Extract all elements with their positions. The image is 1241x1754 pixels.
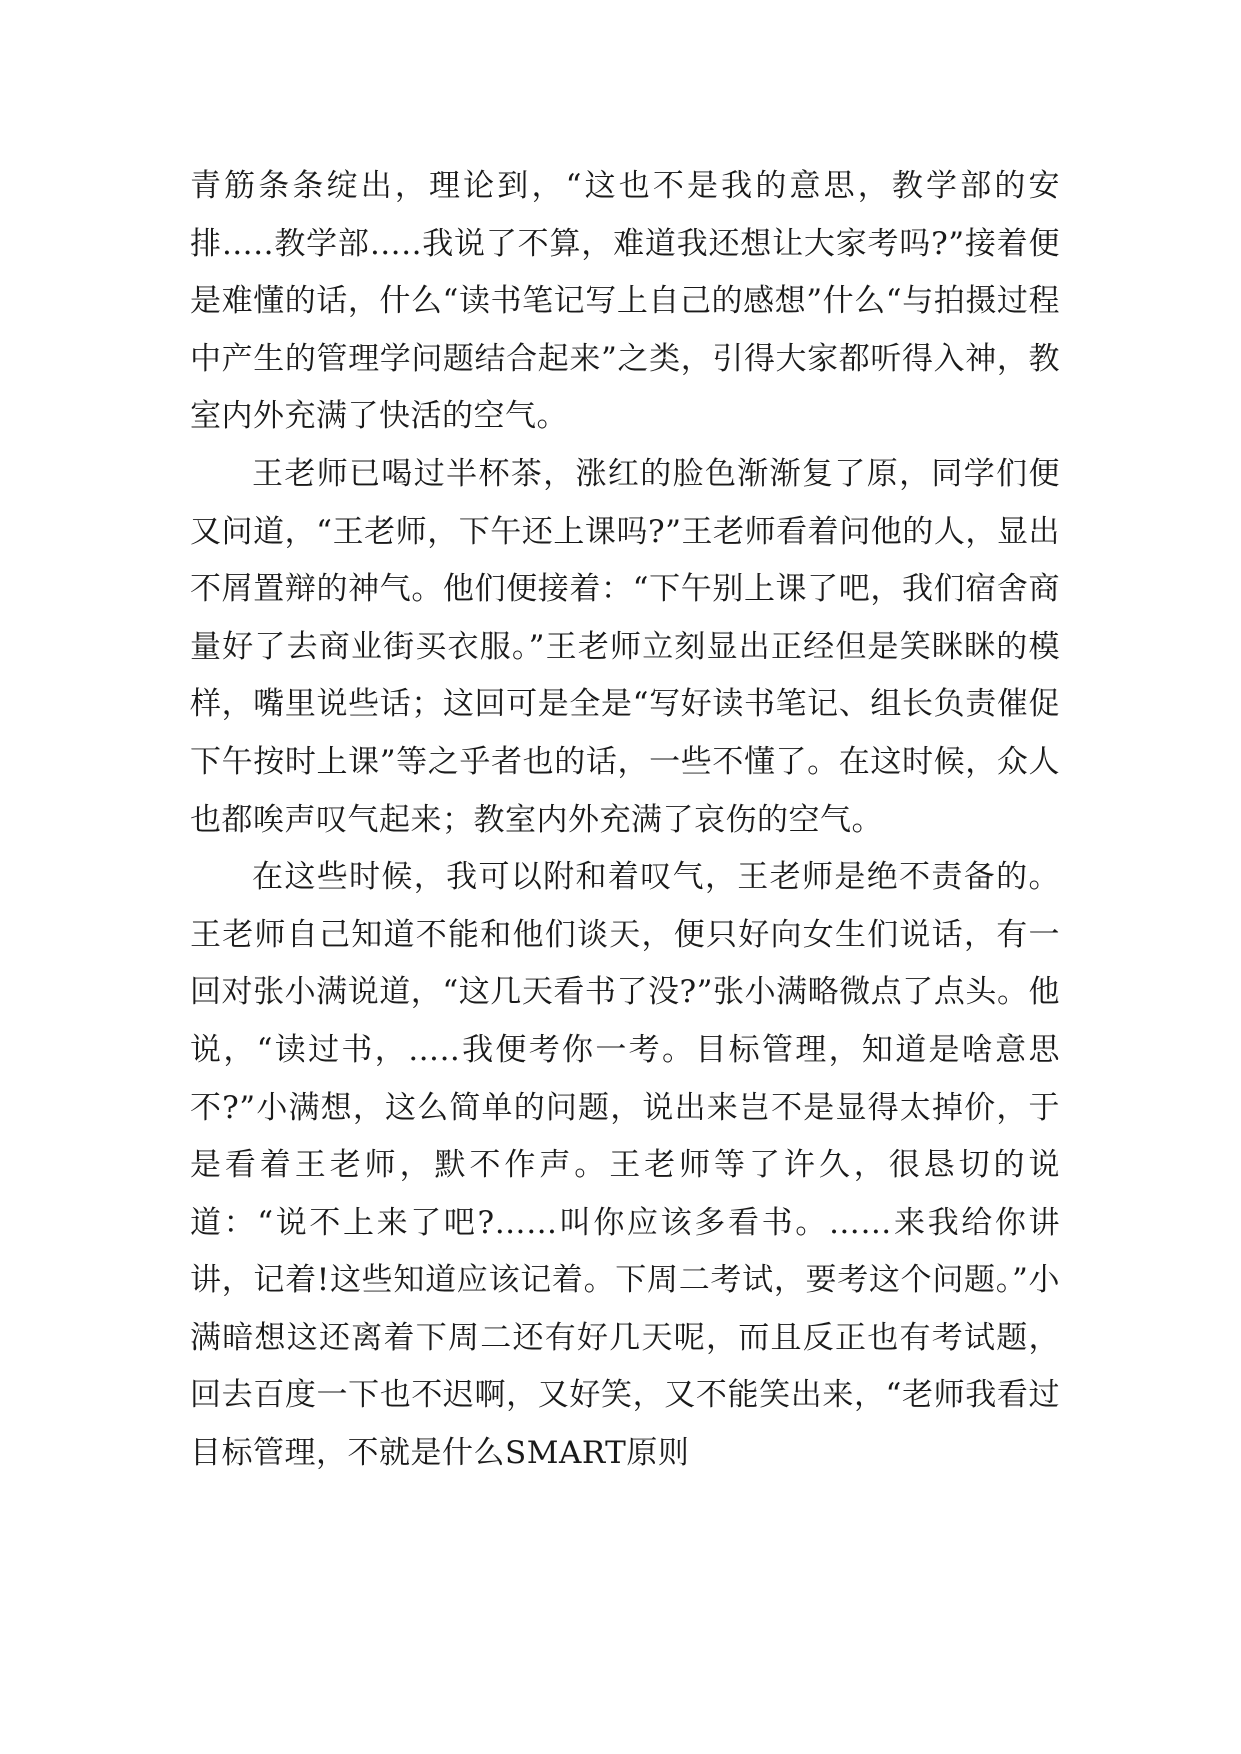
paragraph-2: 王老师已喝过半杯茶，涨红的脸色渐渐复了原，同学们便又问道，“王老师，下午还上课吗?”王老师看着问他的人，显出不屑置辩的神气。他们便接着：“下午别上课了吧，我们宿舍商量好了去商业街买衣服。”王老师立刻显出正经但是笑眯眯的模样，嘴里说些话；这回可是全是“写好读书笔记、组长负责催促下午按时上课”等之乎者也的话，一些不懂了。在这时候，众人也都唉声叹气起来；教室内外充满了哀伤的空气。 — [190, 455, 1060, 838]
body-text — [190, 158, 1060, 1483]
paragraph-3: 在这些时候，我可以附和着叹气，王老师是绝不责备的。王老师自己知道不能和他们谈天，便只好向女生们说话，有一回对张小满说道，“这几天看书了没?”张小满略微点了点头。他说，“读过书，…..我便考你一考。目标管理，知道是啥意思不?”小满想，这么简单的问题，说出来岂不是显得太掉价，于是看着王老师，默不作声。王老师等了许久，很恳切的说道：“说不上来了吧?……叫你应该多看书。……来我给你讲讲，记着!这些知道应该记着。下周二考试，要考这个问题。”小满暗想这还离着下周二还有好几天呢，而且反正也有考试题，回去百度一下也不迟啊，又好笑，又不能笑出来，“老师我看过目标管理，不就是什么SMART原则 — [190, 859, 1060, 1472]
paragraph-1: 青筋条条绽出，理论到，“这也不是我的意思，教学部的安排…..教学部…..我说了不算，难道我还想让大家考吗?”接着便是难懂的话，什么“读书笔记写上自己的感想”什么“与拍摄过程中产生的管理学问题结合起来”之类，引得大家都听得入神，教室内外充满了快活的空气。 — [190, 168, 1060, 435]
